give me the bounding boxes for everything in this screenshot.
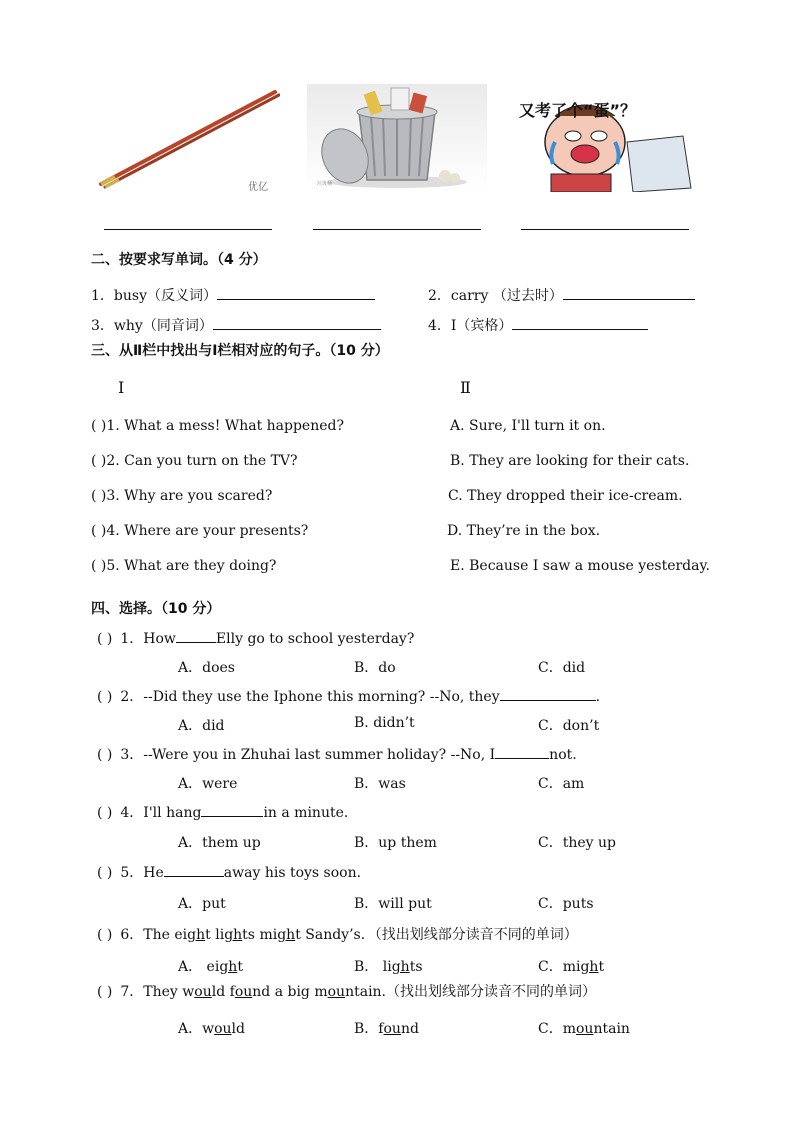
match-right-d: D. They’re in the box. [447, 523, 601, 539]
mc-q2-blank[interactable] [500, 700, 596, 701]
mc-q1-blank[interactable] [176, 642, 216, 643]
s2-q3: 3．why（同音词） [91, 315, 381, 335]
watermark-text: 优亿 [248, 182, 268, 193]
mc-q3-a[interactable]: A．were [178, 776, 238, 792]
match-left-4: ( )4. Where are your presents? [91, 523, 309, 539]
match-left-2: ( )2. Can you turn on the TV? [91, 453, 298, 469]
mc-q5-c[interactable]: C．puts [538, 896, 594, 912]
mc-q2-c[interactable]: C．don’t [538, 718, 600, 734]
mc-q3-blank[interactable] [495, 758, 549, 759]
section3-title: 三、从Ⅱ栏中找出与Ⅰ栏相对应的句子。（10 分） [91, 343, 389, 359]
match-right-c: C. They dropped their ice-cream. [448, 488, 683, 504]
s2-q2: 2．carry （过去时） [428, 285, 695, 305]
mc-q3-c[interactable]: C．am [538, 776, 585, 792]
answer-line-1[interactable] [104, 229, 272, 230]
match-left-3: ( )3. Why are you scared? [91, 488, 273, 504]
s2-q3-blank[interactable] [213, 329, 381, 330]
mc-q7-c[interactable]: C．mountain [538, 1021, 630, 1037]
s2-q4: 4．I（宾格） [428, 315, 648, 335]
match-right-a: A. Sure, I'll turn it on. [450, 418, 606, 434]
mc-q4: ( ) 4．I'll hang in a minute. [97, 805, 349, 821]
mc-q1-b[interactable]: B．do [354, 660, 396, 676]
mc-q5-b[interactable]: B．will put [354, 896, 432, 912]
col2-header: Ⅱ [460, 378, 471, 397]
mc-q4-blank[interactable] [201, 816, 263, 817]
s2-q4-blank[interactable] [512, 329, 648, 330]
mc-q6-b[interactable]: B． lights [354, 959, 423, 975]
section4-title: 四、选择。（10 分） [91, 601, 221, 617]
s2-q2-blank[interactable] [563, 299, 695, 300]
s2-q1: 1．busy（反义词） [91, 285, 375, 305]
mc-q2: ( ) 2．--Did they use the Iphone this morning? --No, they . [97, 689, 601, 705]
section2-title: 二、按要求写单词。（4 分） [91, 252, 267, 268]
mc-q3: ( ) 3．--Were you in Zhuhai last summer holiday? --No, I not. [97, 747, 577, 763]
mc-q6-a[interactable]: A． eight [178, 959, 243, 975]
mc-q4-c[interactable]: C．they up [538, 835, 616, 851]
match-left-1: ( )1. What a mess! What happened? [91, 418, 344, 434]
mc-q7-b[interactable]: B．found [354, 1021, 419, 1037]
mc-q6: ( ) 6．The eight lights might Sandy’s．（找出划线部分读音不同的单词） [97, 927, 578, 943]
cartoon-caption: 又考了个“蛋”？ [519, 101, 637, 120]
chopsticks-image [95, 86, 280, 191]
cartoon-image [515, 92, 695, 192]
trash-can-image [307, 84, 487, 190]
mc-q6-c[interactable]: C．might [538, 959, 605, 975]
mc-q1-c[interactable]: C．did [538, 660, 586, 676]
mc-q2-a[interactable]: A．did [178, 718, 225, 734]
mc-q5: ( ) 5．He away his toys soon. [97, 865, 362, 881]
mc-q4-b[interactable]: B．up them [354, 835, 437, 851]
trash-caption: 垃圾桶 [317, 181, 333, 187]
s2-q1-blank[interactable] [217, 299, 375, 300]
answer-line-2[interactable] [313, 229, 481, 230]
answer-line-3[interactable] [521, 229, 689, 230]
mc-q5-blank[interactable] [164, 876, 224, 877]
mc-q5-a[interactable]: A．put [178, 896, 226, 912]
mc-q4-a[interactable]: A．them up [178, 835, 261, 851]
match-right-e: E. Because I saw a mouse yesterday. [450, 558, 710, 574]
col1-header: Ⅰ [118, 378, 125, 397]
mc-q1: ( ) 1．How Elly go to school yesterday? [97, 631, 415, 647]
mc-q1-a[interactable]: A．does [178, 660, 235, 676]
mc-q2-b[interactable]: B. didn’t [354, 715, 415, 731]
mc-q7-a[interactable]: A．would [178, 1021, 245, 1037]
mc-q3-b[interactable]: B．was [354, 776, 406, 792]
match-left-5: ( )5. What are they doing? [91, 558, 277, 574]
mc-q7: ( ) 7．They would found a big mountain.（找出划线部分读音不同的单词） [97, 984, 597, 1000]
match-right-b: B. They are looking for their cats. [450, 453, 690, 469]
